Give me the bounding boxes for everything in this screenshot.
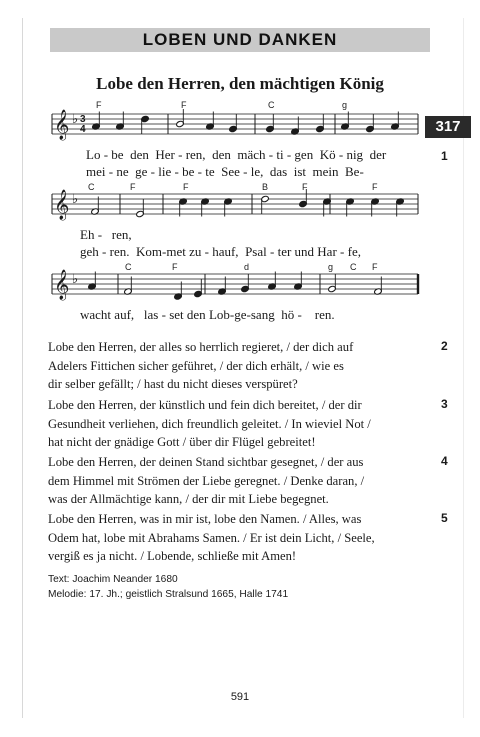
chord-symbol: d	[244, 262, 250, 272]
lyrics-line: wacht auf, las - set den Lob-ge-sang hö - ren.	[80, 307, 335, 322]
verse-number: 4	[441, 454, 448, 468]
chord-symbol: F	[302, 182, 308, 192]
treble-clef-icon: 𝄞	[54, 190, 70, 220]
verse-number: 1	[441, 149, 448, 163]
song-number-badge: 317	[425, 116, 471, 138]
chord-symbol: F	[172, 262, 178, 272]
treble-clef-icon: 𝄞	[54, 110, 70, 140]
chord-symbol: F	[372, 262, 378, 272]
song-title: Lobe den Herren, den mächtigen König	[96, 74, 384, 93]
chord-symbol: C	[350, 262, 357, 272]
verse-5: Lobe den Herren, was in mir ist, lobe den Namen. / Alles, was Odem hat, lobe mit Abrahams Samen. / Er ist dein Licht, / Seele, vergiß es ja nicht. / Lobende, schließe mit Amen!	[48, 512, 375, 563]
chord-symbol: C	[88, 182, 95, 192]
chord-symbol: C	[268, 100, 275, 110]
text-credit: Text: Joachim Neander 1680	[48, 574, 178, 585]
chord-symbol: g	[342, 100, 348, 110]
chord-symbol: C	[125, 262, 132, 272]
section-title: LOBEN UND DANKEN	[142, 30, 338, 49]
credits	[48, 572, 288, 602]
time-signature: 3	[80, 114, 86, 125]
lyrics-verse2-line: mei - ne ge - lie - be - te See - le, das ist mein Be-	[86, 164, 364, 179]
time-signature: 4	[80, 124, 86, 135]
chord-symbol: g	[328, 262, 334, 272]
chord-symbol: F	[130, 182, 136, 192]
melody-credit: Melodie: 17. Jh.; geistlich Stralsund 1665, Halle 1741	[48, 589, 289, 600]
lyrics-verse1-line: Lo - be den Her - ren, den mäch - ti - gen Kö - nig der	[86, 147, 387, 162]
flat-sign-icon: ♭	[72, 192, 79, 207]
page-number: 591	[230, 691, 250, 703]
flat-sign-icon: ♭	[72, 112, 79, 127]
verse-3: Lobe den Herren, der künstlich und fein dich bereitet, / der dir Gesundheit verliehen, dich freundlich geleitet. / In wieviel Not / hat nicht der gnädige Gott / über dir Flügel gebreitet!	[48, 398, 371, 449]
verse-4: Lobe den Herren, der deinen Stand sichtbar gesegnet, / der aus dem Himmel mit Strömen der Liebe geregnet. / Denke daran, / was der Allmächtige kann, / der dir mit Liebe begegnet.	[48, 455, 365, 506]
chord-symbol: F	[96, 100, 102, 110]
chord-symbol: B	[262, 182, 269, 192]
treble-clef-icon: 𝄞	[54, 270, 70, 300]
chord-symbol: F	[181, 100, 187, 110]
verse-number: 3	[441, 397, 448, 411]
verse-number: 5	[441, 511, 448, 525]
verse-number: 2	[441, 339, 448, 353]
lyrics-line: geh - ren. Kom-met zu - hauf, Psal - ter und Har - fe,	[80, 244, 361, 259]
verse-2: Lobe den Herren, der alles so herrlich regieret, / der dich auf Adelers Fittichen sicher geführet, / der dich erhält, / wie es dir selber gefällt; / hast du nicht dieses verspüret?	[48, 340, 354, 391]
chord-symbol: F	[372, 182, 378, 192]
chord-symbol: F	[183, 182, 189, 192]
lyrics-line: Eh - ren,	[80, 227, 132, 242]
flat-sign-icon: ♭	[72, 272, 79, 287]
